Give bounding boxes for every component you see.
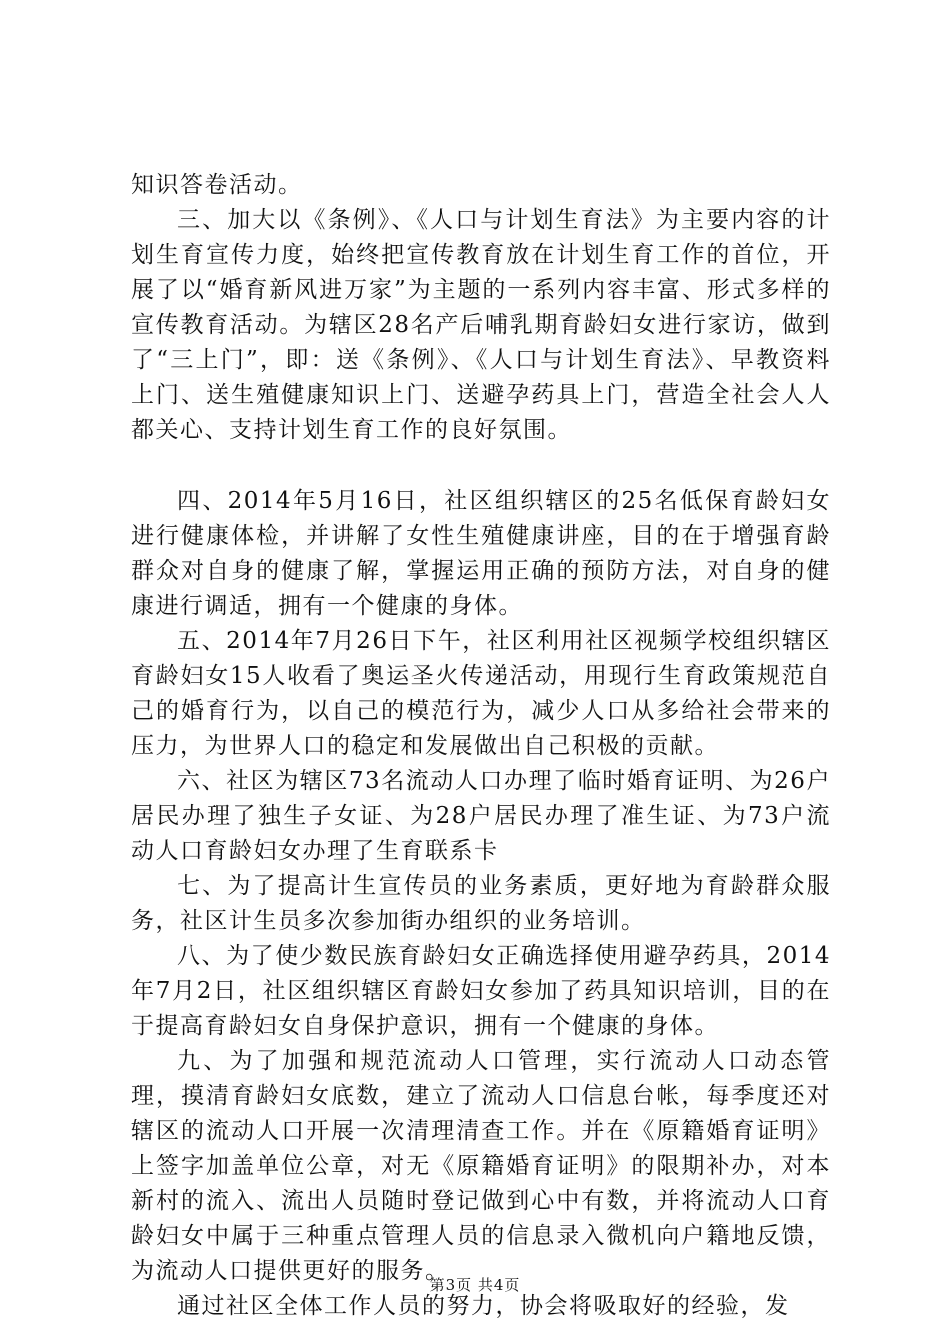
paragraph-item-5: 五、2014年7月26日下午，社区利用社区视频学校组织辖区育龄妇女15人收看了奥运圣火传递活动，用现行生育政策规范自己的婚育行为，以自己的模范行为，减少人口从多给社会带来的压力，为世界人口的稳定和发展做出自己积极的贡献。	[131, 628, 831, 759]
document-body	[131, 168, 831, 1324]
paragraph-item-3: 三、加大以《条例》、《人口与计划生育法》为主要内容的计划生育宣传力度，始终把宣传教育放在计划生育工作的首位，开展了以“婚育新风进万家”为主题的一系列内容丰富、形式多样的宣传教育活动。为辖区28名产后哺乳期育龄妇女进行家访，做到了“三上门”，即：送《条例》、《人口与计划生育法》、早教资料上门、送生殖健康知识上门、送避孕药具上门，营造全社会人人都关心、支持计划生育工作的良好氛围。	[131, 207, 831, 443]
paragraph-item-6: 六、社区为辖区73名流动人口办理了临时婚育证明、为26户居民办理了独生子女证、为28户居民办理了准生证、为73户流动人口育龄妇女办理了生育联系卡	[131, 768, 831, 864]
paragraph-item-7: 七、为了提高计生宣传员的业务素质，更好地为育龄群众服务，社区计生员多次参加街办组织的业务培训。	[131, 873, 831, 934]
paragraph-item-9: 九、为了加强和规范流动人口管理，实行流动人口动态管理，摸清育龄妇女底数，建立了流动人口信息台帐，每季度还对辖区的流动人口开展一次清理清查工作。并在《原籍婚育证明》上签字加盖单位公章，对无《原籍婚育证明》的限期补办，对本新村的流入、流出人员随时登记做到心中有数，并将流动人口育龄妇女中属于三种重点管理人员的信息录入微机向户籍地反馈，为流动人口提供更好的服务。	[131, 1048, 831, 1284]
paragraph-conclusion: 通过社区全体工作人员的努力，协会将吸取好的经验，发	[177, 1293, 790, 1319]
paragraph-item-8: 八、为了使少数民族育龄妇女正确选择使用避孕药具，2014年7月2日，社区组织辖区育龄妇女参加了药具知识培训，目的在于提高育龄妇女自身保护意识，拥有一个健康的身体。	[131, 943, 831, 1039]
paragraph-continuation: 知识答卷活动。	[131, 172, 303, 198]
page-footer	[0, 1274, 950, 1295]
paragraph-item-4: 四、2014年5月16日，社区组织辖区的25名低保育龄妇女进行健康体检，并讲解了女性生殖健康讲座，目的在于增强育龄群众对自身的健康了解，掌握运用正确的预防方法，对自身的健康进行调适，拥有一个健康的身体。	[131, 488, 831, 619]
page-number-label: 第3页 共4页	[429, 1276, 521, 1294]
